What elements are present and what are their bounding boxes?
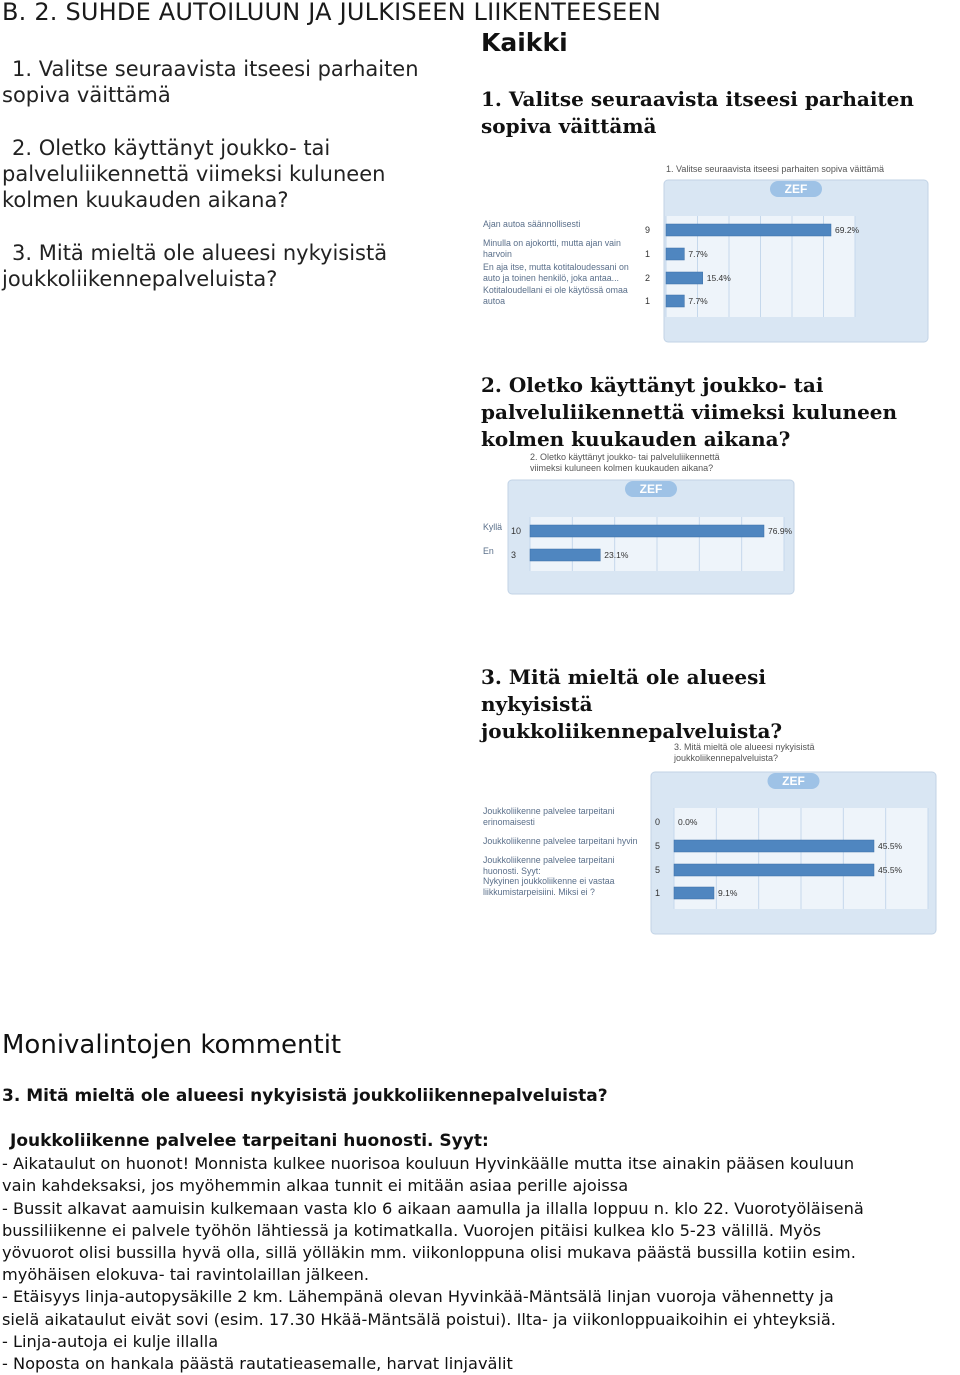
chart-title: joukkoliikennepalveluista? xyxy=(674,753,779,763)
chart-category-label: En aja itse, mutta kotitaloudessani on xyxy=(483,262,629,272)
chart-category-label: Kyllä xyxy=(483,522,503,532)
chart-category-label: erinomaisesti xyxy=(483,817,535,827)
toc-text: kolmen kuukauden aikana? xyxy=(2,188,289,212)
comments-body xyxy=(2,1130,960,1375)
comment-line: vain kahdeksaksi, jos myöhemmin alkaa tunnit ei mitään asiaa perille ajoissa xyxy=(2,1176,629,1196)
chart-value-label: 45.5% xyxy=(878,841,903,851)
chart-title: 3. Mitä mieltä ole alueesi nykyisistä xyxy=(674,742,815,752)
toc-number: 1. xyxy=(12,57,33,81)
chart-count-label: 2 xyxy=(645,273,651,283)
zef-logo-text: ZEF xyxy=(784,182,808,196)
toc-text: joukkoliikennepalveluista? xyxy=(2,267,278,291)
comment-line: - Aikataulut on huonot! Monnista kulkee nuorisoa kouluun Hyvinkäälle mutta itse ainakin pääsen kouluun xyxy=(2,1154,855,1174)
chart-bar xyxy=(666,248,684,260)
chart-bar xyxy=(674,840,874,852)
chart-bar xyxy=(530,549,600,561)
chart-count-label: 10 xyxy=(511,526,522,536)
comment-line: - Noposta on hankala päästä rautatieasemalle, harvat linjavälit xyxy=(2,1354,513,1374)
comments-question: 3. Mitä mieltä ole alueesi nykyisistä joukkoliikennepalveluista? xyxy=(2,1086,608,1106)
comment-line: bussiliikenne ei palvele työhön lähtiessä ja kotimatkalla. Vuorojen pitäisi kulkea klo 5-23 välillä. Myös xyxy=(2,1220,822,1240)
toc-number: 3. xyxy=(12,241,33,265)
chart-question-1 xyxy=(480,162,928,342)
toc-number: 2. xyxy=(12,136,33,160)
chart-count-label: 1 xyxy=(655,888,661,898)
toc-text: sopiva väittämä xyxy=(2,83,171,107)
chart-category-label: auto ja toinen henkilö, joka antaa... xyxy=(483,273,619,283)
chart-bar xyxy=(530,525,764,537)
chart-bar xyxy=(666,272,703,284)
comment-line: - Etäisyys linja-autopysäkille 2 km. Lähempänä olevan Hyvinkää-Mäntsälä linjan vuoroja vähennetty ja xyxy=(2,1287,834,1307)
chart-count-label: 3 xyxy=(511,550,517,560)
zef-logo-text: ZEF xyxy=(782,774,805,788)
chart-bar xyxy=(666,224,831,236)
chart-count-label: 1 xyxy=(645,249,651,259)
chart-category-label: Joukkoliikenne palvelee tarpeitani hyvin xyxy=(483,836,638,846)
chart-value-label: 0.0% xyxy=(678,817,698,827)
chart-count-label: 1 xyxy=(645,296,651,306)
chart-value-label: 7.7% xyxy=(688,249,708,259)
comments-answer-header: Joukkoliikenne palvelee tarpeitani huonosti. Syyt: xyxy=(10,1131,489,1151)
chart-svg xyxy=(480,452,794,594)
chart-count-label: 5 xyxy=(655,841,661,851)
chart-count-label: 5 xyxy=(655,865,661,875)
comment-line: myöhäisen elokuva- tai ravintolaillan jälkeen. xyxy=(2,1265,370,1285)
comment-line: sielä aikataulut eivät sovi (esim. 17.30 Hkää-Mäntsälä poistui). Ilta- ja viikonloppuaikoihin ei yhteyksiä. xyxy=(2,1309,836,1329)
chart-value-label: 9.1% xyxy=(718,888,738,898)
chart-category-label: harvoin xyxy=(483,249,512,259)
chart-category-label: Joukkoliikenne palvelee tarpeitani xyxy=(483,806,615,816)
question-2-heading: 2. Oletko käyttänyt joukko- tai palveluliikennettä viimeksi kuluneen kolmen kuukauden aikana? xyxy=(481,373,898,451)
chart-category-label: Minulla on ajokortti, mutta ajan vain xyxy=(483,238,621,248)
question-3-heading: 3. Mitä mieltä ole alueesi nykyisistä joukkoliikennepalveluista? xyxy=(481,665,783,743)
chart-count-label: 0 xyxy=(655,817,661,827)
chart-title: 2. Oletko käyttänyt joukko- tai palveluliikennettä xyxy=(530,452,720,462)
chart-question-2 xyxy=(480,452,794,594)
chart-category-label: Kotitaloudellani ei ole käytössä omaa xyxy=(483,285,628,295)
comments-title: Monivalintojen kommentit xyxy=(2,1030,342,1060)
chart-category-label: autoa xyxy=(483,296,506,306)
chart-title: 1. Valitse seuraavista itseesi parhaiten sopiva väittämä xyxy=(666,164,884,174)
chart-svg xyxy=(480,162,928,342)
chart-svg xyxy=(480,742,936,934)
group-label: Kaikki xyxy=(481,28,568,57)
comment-line: yövuorot olisi bussilla hyvä olla, sillä yölläkin mm. viikonloppuna olisi mukava päästä bussilla kotiin esim. xyxy=(2,1243,856,1263)
chart-bar xyxy=(674,864,874,876)
chart-category-label: liikkumistarpeisiini. Miksi ei ? xyxy=(483,887,595,897)
comment-line: - Bussit alkavat aamuisin kulkemaan vasta klo 6 aikaan aamulla ja illalla loppuu n. klo 22. Vuorotyöläisenä xyxy=(2,1198,864,1218)
toc-text: palveluliikennettä viimeksi kuluneen xyxy=(2,162,386,186)
chart-value-label: 69.2% xyxy=(835,225,860,235)
chart-value-label: 76.9% xyxy=(768,526,793,536)
chart-value-label: 45.5% xyxy=(878,865,903,875)
chart-category-label: Joukkoliikenne palvelee tarpeitani xyxy=(483,855,615,865)
chart-category-label: huonosti. Syyt: xyxy=(483,866,541,876)
toc-text: Oletko käyttänyt joukko- tai xyxy=(38,136,331,160)
toc-item-2[interactable] xyxy=(2,135,385,213)
comment-line: - Linja-autoja ei kulje illalla xyxy=(2,1331,219,1351)
chart-title: viimeksi kuluneen kolmen kuukauden aikana? xyxy=(530,463,714,473)
chart-bar xyxy=(674,887,714,899)
chart-value-label: 7.7% xyxy=(688,296,708,306)
chart-category-label: Nykyinen joukkoliikenne ei vastaa xyxy=(483,876,615,886)
page-title: B. 2. SUHDE AUTOILUUN JA JULKISEEN LIIKENTEESEEN xyxy=(2,0,662,26)
chart-count-label: 9 xyxy=(645,225,651,235)
chart-category-label: Ajan autoa säännollisesti xyxy=(483,219,581,229)
zef-logo-text: ZEF xyxy=(639,482,663,496)
toc-item-3[interactable] xyxy=(2,240,387,292)
question-1-heading: 1. Valitse seuraavista itseesi parhaiten sopiva väittämä xyxy=(481,87,914,138)
toc-text: Mitä mieltä ole alueesi nykyisistä xyxy=(38,241,388,265)
chart-value-label: 15.4% xyxy=(706,273,731,283)
chart-category-label: En xyxy=(483,546,494,556)
toc-text: Valitse seuraavista itseesi parhaiten xyxy=(38,57,419,81)
chart-bar xyxy=(666,295,684,307)
toc-item-1[interactable] xyxy=(2,56,419,108)
chart-question-3 xyxy=(480,742,936,934)
chart-value-label: 23.1% xyxy=(604,550,629,560)
